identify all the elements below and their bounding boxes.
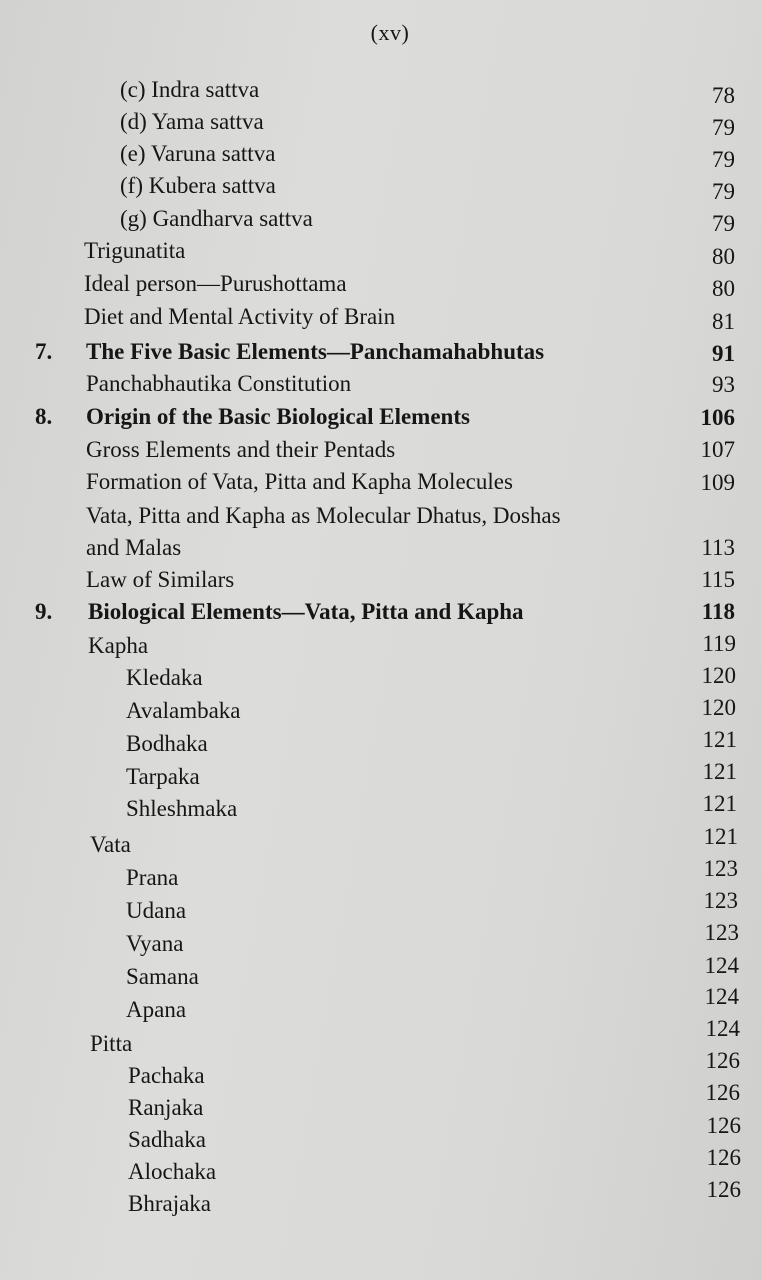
entry-title: Vata (90, 832, 131, 857)
toc-entry (0, 1124, 762, 1156)
toc-entry (0, 862, 762, 894)
entry-title: Ranjaka (128, 1095, 204, 1120)
toc-entry (0, 466, 762, 498)
toc-entry (0, 630, 762, 662)
entry-title: The Five Basic Elements—Panchamahabhutas (86, 339, 545, 364)
entry-page-number: 126 (705, 1048, 740, 1073)
toc-entry (0, 368, 762, 400)
entry-title: Shleshmaka (126, 796, 238, 821)
toc-entry (0, 500, 762, 532)
toc-entry (0, 1188, 762, 1220)
entry-title: Biological Elements—Vata, Pitta and Kapha (88, 599, 524, 624)
toc-entry (0, 74, 762, 106)
toc-entry (0, 928, 762, 960)
entry-title: (f) Kubera sattva (120, 173, 276, 198)
entry-title: Pachaka (128, 1063, 205, 1088)
entry-page-number: 79 (712, 147, 735, 172)
toc-entry (0, 895, 762, 927)
entry-page-number: 121 (702, 791, 737, 816)
toc-entry (0, 994, 762, 1026)
entry-page-number: 81 (712, 309, 735, 334)
toc-entry (0, 662, 762, 694)
toc-entry (0, 564, 762, 596)
entry-page-number: 126 (706, 1113, 741, 1138)
entry-page-number: 123 (703, 888, 738, 913)
entry-title: Samana (126, 964, 199, 989)
entry-page-number: 115 (701, 567, 735, 592)
entry-page-number: 126 (706, 1177, 741, 1202)
entry-title: Bhrajaka (128, 1191, 212, 1216)
entry-page-number: 126 (705, 1080, 740, 1105)
page-number-header: (xv) (370, 20, 410, 45)
entry-page-number: 120 (701, 663, 736, 688)
entry-page-number: 93 (712, 372, 735, 397)
entry-page-number: 124 (704, 984, 739, 1009)
entry-title: Vyana (126, 931, 184, 956)
toc-entry (0, 1060, 762, 1092)
entry-title: Kledaka (126, 665, 203, 690)
entry-page-number: 123 (703, 856, 738, 881)
toc-entry (0, 170, 762, 202)
toc-entry (0, 961, 762, 993)
entry-title: Ideal person—Purushottama (84, 271, 347, 296)
entry-page-number: 79 (712, 179, 735, 204)
entry-title: Panchabhautika Constitution (86, 371, 352, 396)
entry-page-number: 79 (712, 115, 735, 140)
entry-page-number: 107 (700, 437, 735, 462)
toc-entry (0, 1028, 762, 1060)
entry-page-number: 121 (702, 727, 737, 752)
toc-entry (0, 106, 762, 138)
entry-page-number: 106 (700, 405, 735, 430)
toc-entry (0, 1092, 762, 1124)
entry-title: Sadhaka (128, 1127, 206, 1152)
toc-chapter-entry (0, 336, 762, 368)
entry-page-number: 121 (703, 824, 738, 849)
entry-page-number: 109 (700, 470, 735, 495)
entry-page-number: 80 (712, 244, 735, 269)
entry-title: (g) Gandharva sattva (120, 206, 313, 231)
entry-page-number: 78 (712, 83, 735, 108)
entry-title: Tarpaka (126, 764, 200, 789)
entry-title: Diet and Mental Activity of Brain (84, 304, 396, 329)
toc-entry (0, 695, 762, 727)
chapter-number: 8. (35, 404, 53, 429)
entry-title: Origin of the Basic Biological Elements (86, 404, 470, 429)
toc-entry (0, 793, 762, 825)
entry-page-number: 79 (712, 211, 735, 236)
toc-entry (0, 532, 762, 564)
entry-page-number: 126 (706, 1145, 741, 1170)
entry-title: Kapha (88, 633, 149, 658)
entry-page-number: 120 (701, 695, 736, 720)
toc-chapter-entry (0, 401, 762, 433)
toc-entry (0, 268, 762, 300)
toc-entry (0, 301, 762, 333)
entry-title: Prana (126, 865, 179, 890)
entry-page-number: 123 (704, 920, 739, 945)
entry-title: Law of Similars (86, 567, 235, 592)
toc-entry (0, 235, 762, 267)
entry-page-number: 121 (702, 759, 737, 784)
entry-title: (e) Varuna sattva (120, 141, 276, 166)
entry-title: Udana (126, 898, 187, 923)
toc-chapter-entry (0, 596, 762, 628)
toc-entry (0, 829, 762, 861)
toc-entry (0, 203, 762, 235)
toc-entry (0, 434, 762, 466)
entry-page-number: 91 (712, 341, 735, 366)
entry-page-number: 80 (712, 276, 735, 301)
chapter-number: 9. (35, 599, 53, 624)
entry-title: and Malas (86, 535, 182, 560)
chapter-number: 7. (35, 339, 53, 364)
entry-page-number: 119 (702, 631, 736, 656)
entry-title: (c) Indra sattva (120, 77, 260, 102)
entry-title: Bodhaka (126, 731, 208, 756)
entry-title: Trigunatita (84, 238, 186, 263)
toc-entry (0, 728, 762, 760)
entry-title: Apana (126, 997, 187, 1022)
entry-title: Vata, Pitta and Kapha as Molecular Dhatus, Doshas (86, 503, 561, 528)
toc-entry (0, 1156, 762, 1188)
entry-page-number: 124 (705, 1016, 740, 1041)
entry-title: (d) Yama sattva (120, 109, 264, 134)
entry-title: Avalambaka (126, 698, 241, 723)
entry-page-number: 124 (704, 953, 739, 978)
toc-entry (0, 761, 762, 793)
entry-page-number: 113 (701, 535, 735, 560)
entry-title: Formation of Vata, Pitta and Kapha Molecules (86, 469, 513, 494)
entry-page-number: 118 (701, 599, 735, 624)
toc-entry (0, 138, 762, 170)
entry-title: Alochaka (128, 1159, 217, 1184)
entry-title: Pitta (90, 1031, 133, 1056)
entry-title: Gross Elements and their Pentads (86, 437, 396, 462)
